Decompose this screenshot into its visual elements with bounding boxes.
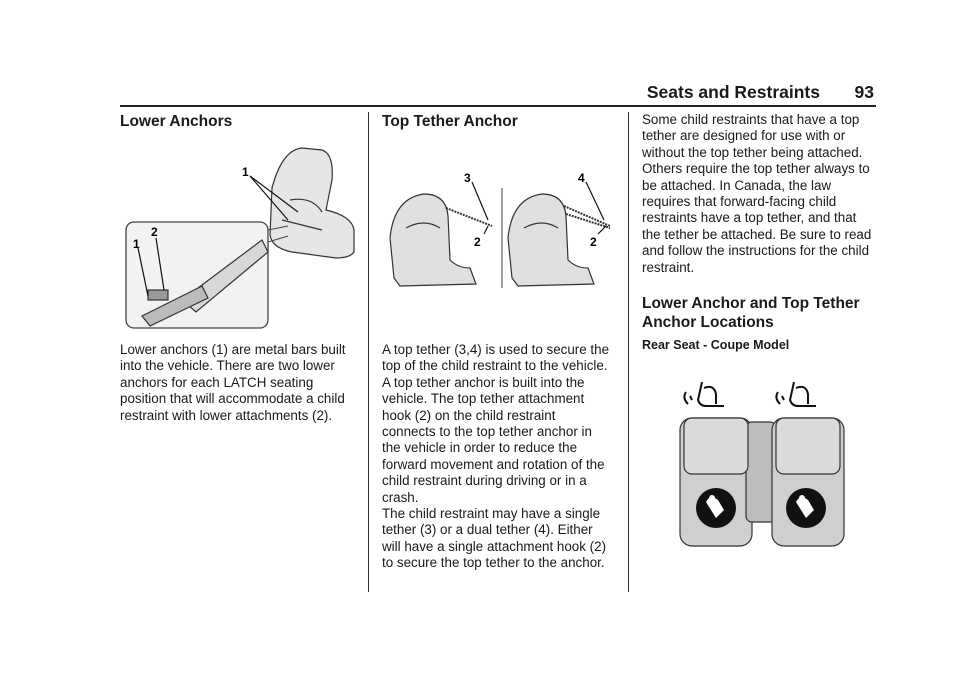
heading-anchor-locations: Lower Anchor and Top Tether Anchor Locations bbox=[642, 295, 860, 331]
leader-line bbox=[598, 226, 606, 234]
figure-label: 1 bbox=[242, 165, 249, 179]
inset-frame bbox=[126, 222, 268, 328]
lower-anchors-paragraph: Lower anchors (1) are metal bars built into the vehicle. There are two lower anchors for each LATCH seating position that will accommodate a child restraint with lower attachments (2). bbox=[120, 342, 346, 423]
figure-label: 2 bbox=[151, 225, 158, 239]
header-rule bbox=[120, 105, 876, 107]
figure-label: 2 bbox=[474, 235, 481, 249]
top-tether-paragraph-2: The child restraint may have a single tether (3) or a dual tether (4). Either will have a single attachment hook (2) to secure the top tether to the anchor. bbox=[382, 506, 607, 571]
figure-label: 3 bbox=[464, 171, 471, 185]
column-lower-anchors bbox=[120, 112, 354, 131]
tether-usage-paragraph: Some child restraints that have a top tether are designed for use with or without the top tether being attached. Others require the top tether always to be attached. In Canada, the law requires that forward-facing child restraints have a top tether, and that the tether be attached. Be sure to read and follow the instructions for the child restraint. bbox=[642, 112, 872, 275]
top-tether-symbol-icon bbox=[684, 382, 724, 406]
column-divider-1 bbox=[368, 112, 369, 592]
top-tether-paragraph-1: A top tether (3,4) is used to secure the top of the child restraint to the vehicle. A top tether anchor is built into the vehicle. The top tether attachment hook (2) on the child restraint connects to the top tether anchor in the vehicle in order to reduce the forward movement and rotation of the child restraint during driving or in a crash. bbox=[382, 342, 610, 505]
figure-label: 1 bbox=[133, 237, 140, 251]
leader-line bbox=[484, 226, 488, 234]
leader-line bbox=[472, 182, 488, 220]
child-seat-drawing-single bbox=[390, 194, 476, 286]
figure-label: 2 bbox=[590, 235, 597, 249]
rear-seat-diagram bbox=[676, 378, 846, 552]
heading-lower-anchors: Lower Anchors bbox=[120, 113, 233, 130]
page-number: 93 bbox=[854, 82, 874, 102]
column-top-tether bbox=[382, 112, 610, 131]
seat-cushions bbox=[680, 418, 844, 546]
subheading-coupe-model: Rear Seat - Coupe Model bbox=[642, 338, 790, 352]
lower-anchor-symbol-icon bbox=[786, 488, 826, 528]
column-divider-2 bbox=[628, 112, 629, 592]
figure-label: 4 bbox=[578, 171, 585, 185]
tether-strap bbox=[564, 206, 610, 226]
tether-strap bbox=[446, 208, 492, 226]
leader-line bbox=[586, 182, 604, 220]
top-tether-symbol-icon bbox=[776, 382, 816, 406]
child-seat-drawing-dual bbox=[508, 194, 594, 286]
lower-anchors-illustration bbox=[122, 140, 358, 332]
top-tether-illustration bbox=[384, 168, 616, 290]
tether-strap bbox=[566, 214, 610, 228]
section-title: Seats and Restraints bbox=[646, 82, 820, 102]
lower-anchor-symbol-icon bbox=[696, 488, 736, 528]
car-seat-drawing bbox=[270, 148, 354, 258]
heading-top-tether-anchor: Top Tether Anchor bbox=[382, 113, 518, 130]
page-header bbox=[120, 82, 876, 106]
